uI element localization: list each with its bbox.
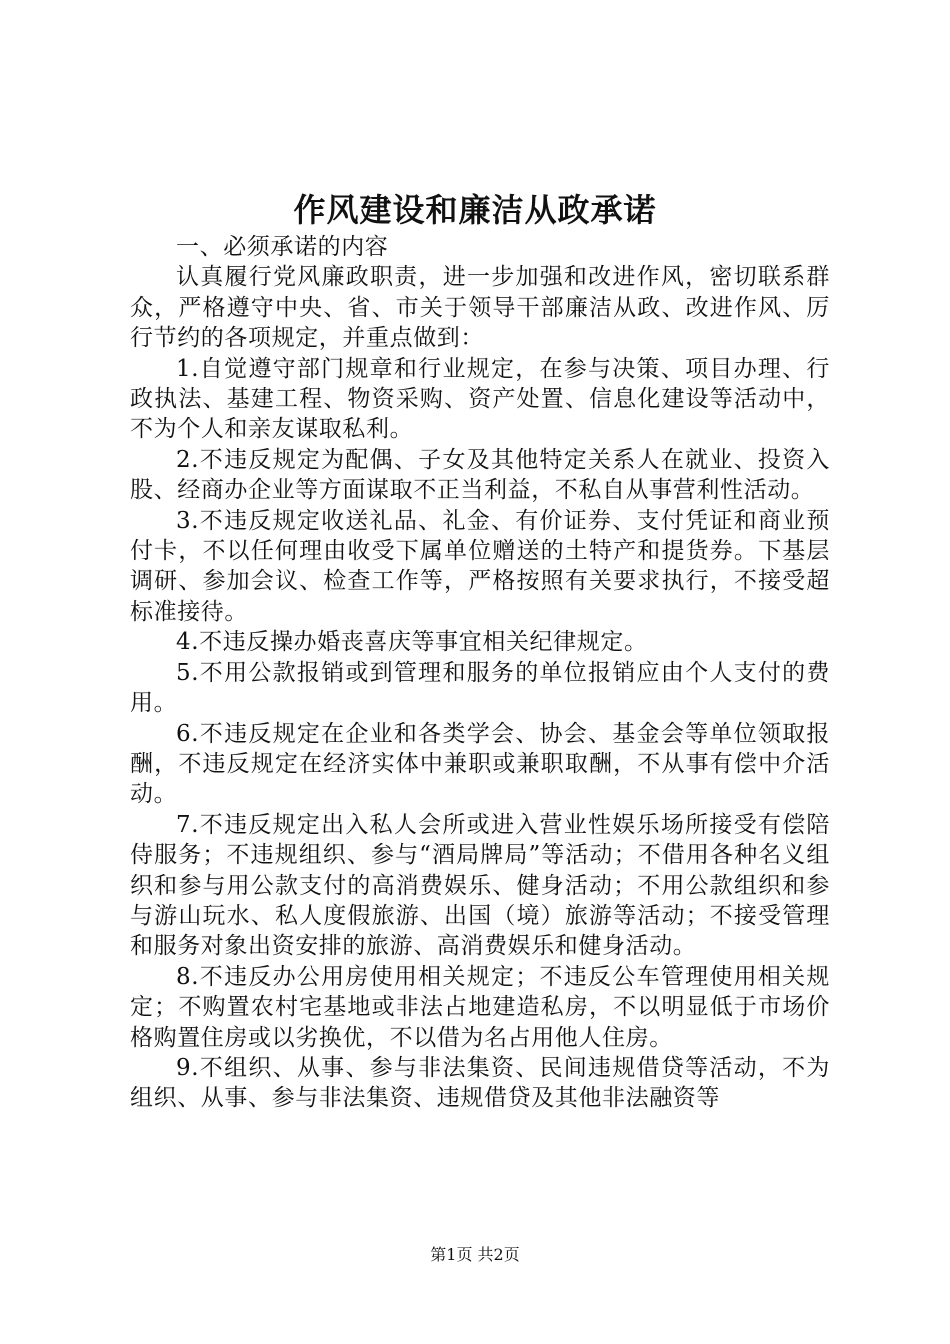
section-heading: 一、必须承诺的内容 bbox=[176, 234, 389, 260]
paragraph-item-5: 5.不用公款报销或到管理和服务的单位报销应由个人支付的费用。 bbox=[130, 659, 830, 717]
page-number-footer: 第1页 共2页 bbox=[430, 1245, 520, 1264]
paragraph-item-9: 9.不组织、从事、参与非法集资、民间违规借贷等活动，不为组织、从事、参与非法集资、违规借贷及其他非法融资等 bbox=[130, 1054, 830, 1112]
paragraph-item-4: 4.不违反操办婚丧喜庆等事宜相关纪律规定。 bbox=[176, 629, 648, 656]
document-body bbox=[130, 232, 830, 1114]
paragraph-intro: 认真履行党风廉政职责，进一步加强和改进作风，密切联系群众，严格遵守中央、省、市关于领导干部廉洁从政、改进作风、厉行节约的各项规定，并重点做到： bbox=[130, 264, 830, 352]
document-title: 作风建设和廉洁从政承诺 bbox=[293, 191, 657, 229]
paragraph-item-2: 2.不违反规定为配偶、子女及其他特定关系人在就业、投资入股、经商办企业等方面谋取不正当利益，不私自从事营利性活动。 bbox=[130, 446, 830, 504]
paragraph-item-6: 6.不违反规定在企业和各类学会、协会、基金会等单位领取报酬，不违反规定在经济实体中兼职或兼职取酬，不从事有偿中介活动。 bbox=[130, 720, 830, 808]
paragraph-item-7: 7.不违反规定出入私人会所或进入营业性娱乐场所接受有偿陪侍服务；不违规组织、参与“酒局牌局”等活动；不借用各种名义组织和参与用公款支付的高消费娱乐、健身活动；不用公款组织和参与游山玩水、私人度假旅游、出国（境）旅游等活动；不接受管理和服务对象出资安排的旅游、高消费娱乐和健身活动。 bbox=[130, 811, 830, 960]
paragraph-item-1: 1.自觉遵守部门规章和行业规定，在参与决策、项目办理、行政执法、基建工程、物资采购、资产处置、信息化建设等活动中，不为个人和亲友谋取私利。 bbox=[130, 355, 830, 443]
paragraph-item-8: 8.不违反办公用房使用相关规定；不违反公车管理使用相关规定；不购置农村宅基地或非法占地建造私房，不以明显低于市场价格购置住房或以劣换优，不以借为名占用他人住房。 bbox=[130, 963, 830, 1051]
paragraph-item-3: 3.不违反规定收送礼品、礼金、有价证券、支付凭证和商业预付卡，不以任何理由收受下属单位赠送的土特产和提货券。下基层调研、参加会议、检查工作等，严格按照有关要求执行，不接受超标准接待。 bbox=[130, 507, 830, 625]
